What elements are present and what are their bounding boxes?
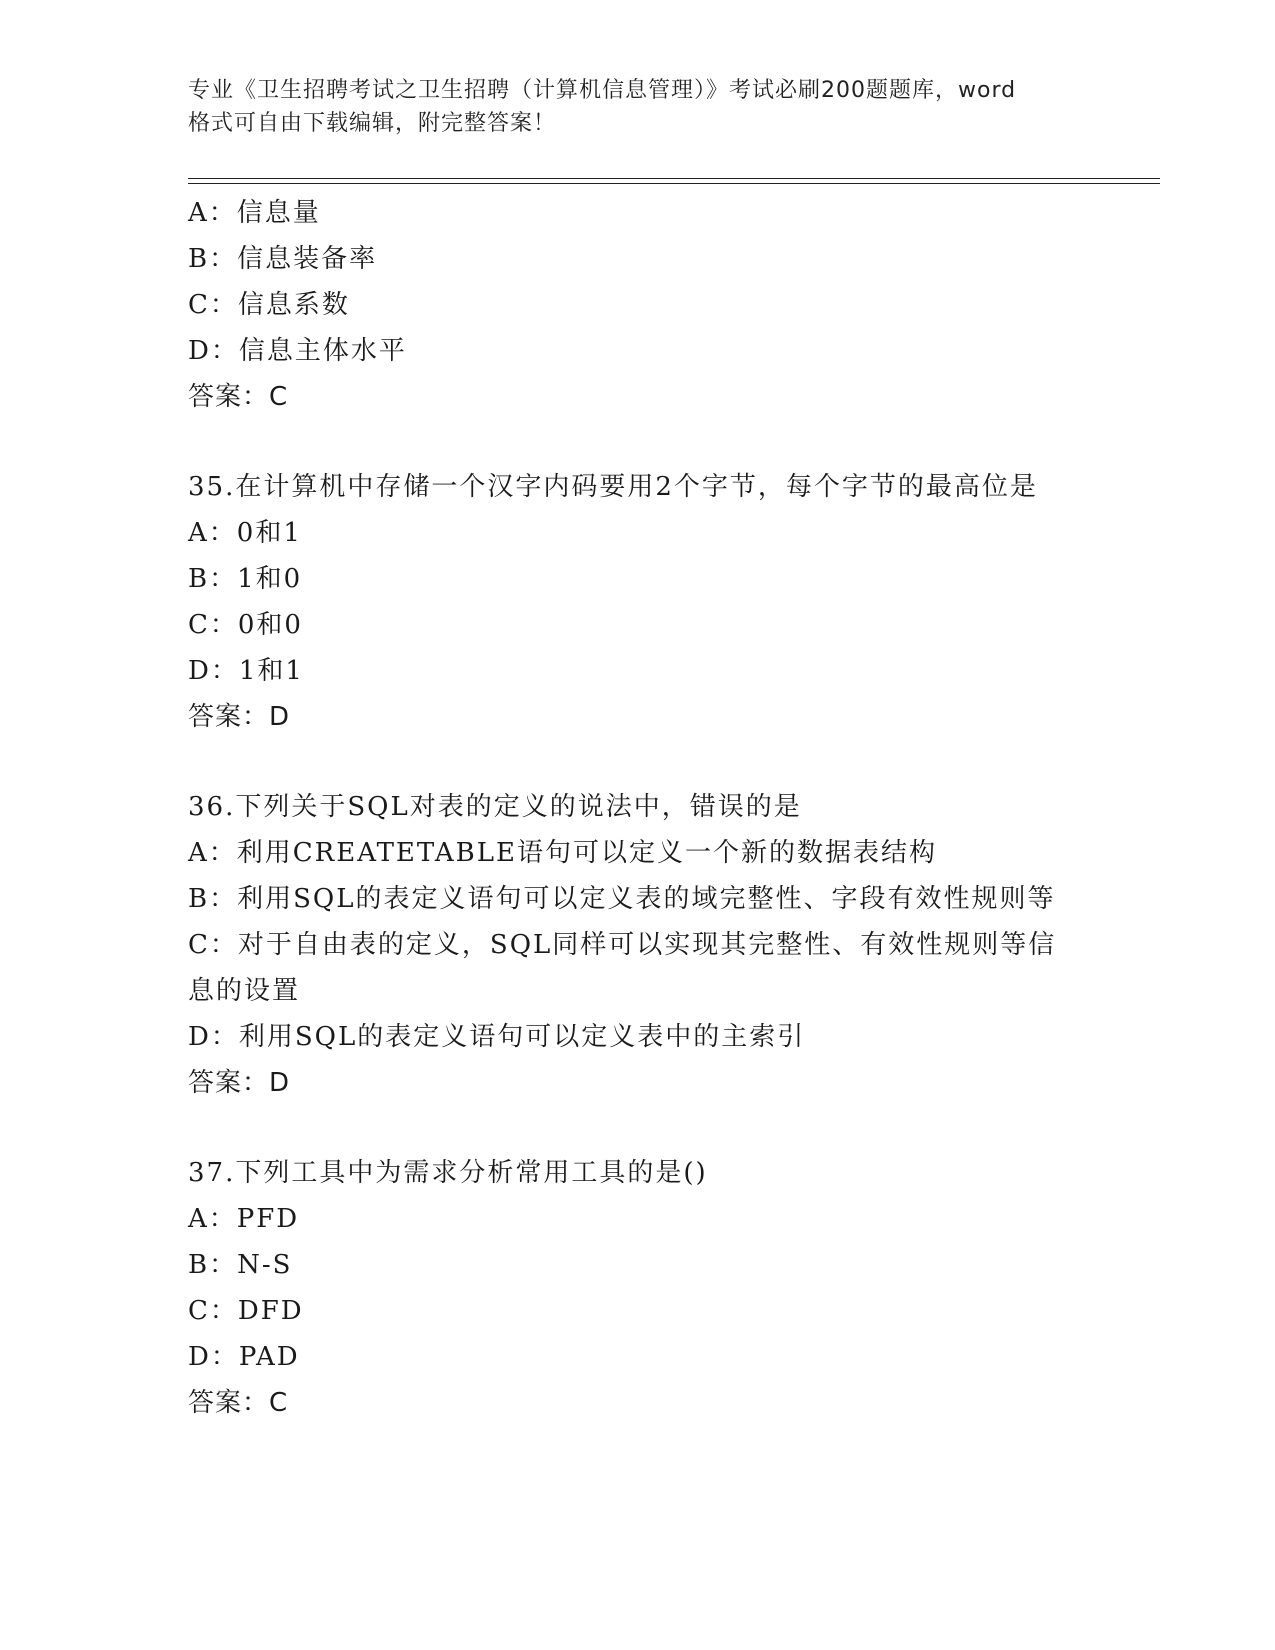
question-36-stem: 36.下列关于SQL对表的定义的说法中，错误的是 xyxy=(188,792,802,822)
question-36-option-d: D：利用SQL的表定义语句可以定义表中的主索引 xyxy=(188,1022,806,1052)
spacer xyxy=(188,1106,1088,1150)
question-35-block xyxy=(188,464,1088,740)
question-37-option-d: D：PAD xyxy=(188,1342,300,1372)
question-37-option-b: B：N-S xyxy=(188,1250,293,1280)
question-37-block xyxy=(188,1150,1088,1426)
spacer xyxy=(188,420,1088,464)
document-header xyxy=(188,74,1098,140)
question-35-stem: 35.在计算机中存储一个汉字内码要用2个字节，每个字节的最高位是 xyxy=(188,472,1038,502)
question-37-stem: 37.下列工具中为需求分析常用工具的是() xyxy=(188,1158,708,1188)
question-35-option-d: D：1和1 xyxy=(188,656,304,686)
question-34-option-c: C：信息系数 xyxy=(188,290,350,320)
question-37-answer: 答案：C xyxy=(188,1388,289,1418)
question-34-option-d: D：信息主体水平 xyxy=(188,336,407,366)
question-36-option-c-continued: 息的设置 xyxy=(188,976,301,1006)
question-36-option-b: B：利用SQL的表定义语句可以定义表的域完整性、字段有效性规则等 xyxy=(188,884,1056,914)
question-34-option-a: A：信息量 xyxy=(188,198,321,228)
question-37-option-a: A：PFD xyxy=(188,1204,300,1234)
question-34-block xyxy=(188,190,1088,420)
question-34-option-b: B：信息装备率 xyxy=(188,244,378,274)
question-35-option-a: A：0和1 xyxy=(188,518,302,548)
question-36-block xyxy=(188,784,1088,1106)
question-35-option-c: C：0和0 xyxy=(188,610,303,640)
header-title-line-1: 专业《卫生招聘考试之卫生招聘（计算机信息管理）》考试必刷200题题库，word xyxy=(188,78,1017,103)
question-36-option-a: A：利用CREATETABLE语句可以定义一个新的数据表结构 xyxy=(188,838,937,868)
question-34-answer: 答案：C xyxy=(188,382,289,412)
question-37-option-c: C：DFD xyxy=(188,1296,304,1326)
question-content xyxy=(188,190,1088,1426)
header-title-line-2: 格式可自由下载编辑，附完整答案！ xyxy=(188,111,557,136)
question-36-option-c: C：对于自由表的定义，SQL同样可以实现其完整性、有效性规则等信 xyxy=(188,930,1057,960)
spacer xyxy=(188,740,1088,784)
question-36-answer: 答案：D xyxy=(188,1068,291,1098)
header-divider xyxy=(188,178,1160,184)
question-35-answer: 答案：D xyxy=(188,702,291,732)
question-35-option-b: B：1和0 xyxy=(188,564,303,594)
